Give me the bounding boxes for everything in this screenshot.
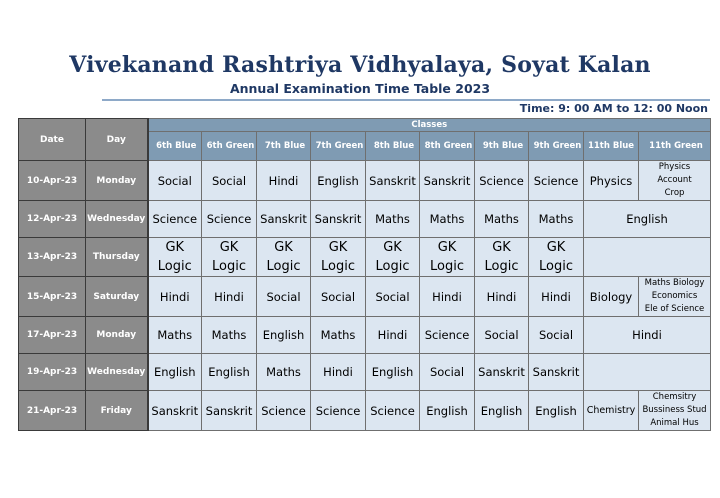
subject-cell: English	[420, 391, 475, 431]
subject-cell: Hindi	[311, 354, 366, 391]
subject-cell	[529, 238, 584, 277]
date-column-header: Date	[19, 119, 86, 161]
subject-cell	[311, 238, 366, 277]
subject-cell: Science	[366, 391, 420, 431]
subject-cell: Sanskrit	[366, 161, 420, 201]
exam-day: Monday	[86, 161, 148, 201]
class-11-green-subjects	[639, 391, 711, 431]
subject-cell: Sanskrit	[311, 201, 366, 238]
subject-cell	[148, 238, 202, 277]
title-divider	[102, 99, 710, 101]
table-row	[19, 277, 711, 317]
subject-cell: Social	[420, 354, 475, 391]
day-column-header: Day	[86, 119, 148, 161]
subject-cell: Maths	[311, 317, 366, 354]
subject-line: Logic	[321, 259, 355, 274]
subject-cell: Sanskrit	[420, 161, 475, 201]
subject-cell: Hindi	[366, 317, 420, 354]
school-title: Vivekanand Rashtriya Vidhyalaya, Soyat Kalan	[69, 52, 651, 78]
subject-line: GK	[437, 240, 457, 255]
exam-time: Time: 9: 00 AM to 12: 00 Noon	[519, 102, 708, 115]
exam-date: 10-Apr-23	[19, 161, 86, 201]
subject-line: Logic	[484, 259, 519, 274]
subject-cell: Maths	[148, 317, 202, 354]
class-header: 9th Blue	[475, 132, 529, 161]
subject-cell: Maths	[529, 201, 584, 238]
subject-cell: Science	[202, 201, 257, 238]
subject-line: GK	[546, 240, 566, 255]
subject-cell: Hindi	[529, 277, 584, 317]
subject-cell: Maths	[475, 201, 529, 238]
subject-cell: Hindi	[475, 277, 529, 317]
subject-line: GK	[165, 240, 185, 255]
subject-cell: English	[475, 391, 529, 431]
subject-cell: Science	[257, 391, 311, 431]
class-11-subject	[584, 354, 711, 391]
table-row	[19, 391, 711, 431]
class-header: 8th Blue	[366, 132, 420, 161]
table-row	[19, 161, 711, 201]
subject-cell	[475, 238, 529, 277]
subject-cell: Science	[475, 161, 529, 201]
subject-cell: Social	[202, 161, 257, 201]
subject-line: Maths Biology	[644, 278, 705, 288]
subject-cell: Sanskrit	[202, 391, 257, 431]
subject-cell	[202, 238, 257, 277]
exam-date: 13-Apr-23	[19, 238, 86, 277]
subject-cell: Maths	[366, 201, 420, 238]
subject-line: Logic	[375, 259, 410, 274]
class-11-subject	[584, 238, 711, 277]
subject-cell: English	[148, 354, 202, 391]
subject-line: Logic	[266, 259, 301, 274]
classes-header: Classes	[148, 119, 711, 132]
subject-cell: Science	[148, 201, 202, 238]
subject-line: Logic	[430, 259, 464, 274]
subject-cell: Social	[148, 161, 202, 201]
class-11-subject: English	[584, 201, 711, 238]
subject-cell: Hindi	[420, 277, 475, 317]
subject-line: Account	[657, 175, 692, 185]
exam-day: Monday	[86, 317, 148, 354]
class-header: 6th Green	[202, 132, 257, 161]
class-11-green-subjects	[639, 277, 711, 317]
subject-line: Crop	[664, 188, 685, 198]
class-header: 11th Blue	[584, 132, 639, 161]
subject-line: Chemsitry	[652, 392, 697, 402]
subject-cell: English	[529, 391, 584, 431]
subject-cell: Social	[311, 277, 366, 317]
class-11-blue-subject: Biology	[584, 277, 639, 317]
subject-line: GK	[492, 240, 511, 255]
subject-cell: Science	[529, 161, 584, 201]
subject-cell	[420, 238, 475, 277]
subject-cell: Hindi	[148, 277, 202, 317]
subject-cell: Social	[257, 277, 311, 317]
subject-cell: Science	[420, 317, 475, 354]
class-header: 7th Blue	[257, 132, 311, 161]
subject-line: Ele of Science	[644, 304, 705, 314]
class-11-blue-subject: Physics	[584, 161, 639, 201]
subject-cell: English	[366, 354, 420, 391]
exam-day: Thursday	[86, 238, 148, 277]
subject-cell: Maths	[257, 354, 311, 391]
subject-cell: Maths	[420, 201, 475, 238]
subject-cell: Sanskrit	[148, 391, 202, 431]
subject-line: GK	[219, 240, 239, 255]
subject-cell: English	[202, 354, 257, 391]
subject-cell: Sanskrit	[529, 354, 584, 391]
subject-cell	[366, 238, 420, 277]
subject-line: Physics	[658, 162, 691, 172]
subject-cell: English	[311, 161, 366, 201]
table-row	[19, 201, 711, 238]
subject-cell: Social	[366, 277, 420, 317]
class-11-blue-subject: Chemistry	[584, 391, 639, 431]
timetable	[18, 118, 711, 431]
table-row	[19, 354, 711, 391]
exam-date: 15-Apr-23	[19, 277, 86, 317]
class-header: 7th Green	[311, 132, 366, 161]
subject-line: GK	[383, 240, 402, 255]
subject-cell: Hindi	[202, 277, 257, 317]
subject-line: Logic	[212, 259, 246, 274]
subject-line: Logic	[157, 259, 192, 274]
class-header: 6th Blue	[148, 132, 202, 161]
subject-cell: Hindi	[257, 161, 311, 201]
exam-day: Wednesday	[86, 201, 148, 238]
exam-day: Wednesday	[86, 354, 148, 391]
subject-line: Animal Hus	[650, 418, 699, 428]
class-header: 8th Green	[420, 132, 475, 161]
subject-line: Bussiness Stud	[642, 405, 707, 415]
class-11-green-subjects	[639, 161, 711, 201]
subject-cell: Sanskrit	[475, 354, 529, 391]
class-header: 11th Green	[639, 132, 711, 161]
subject-line: Economics	[651, 291, 698, 301]
subject-line: GK	[274, 240, 293, 255]
exam-date: 21-Apr-23	[19, 391, 86, 431]
exam-date: 12-Apr-23	[19, 201, 86, 238]
exam-subtitle: Annual Examination Time Table 2023	[229, 81, 491, 96]
table-row	[19, 238, 711, 277]
class-11-subject: Hindi	[584, 317, 711, 354]
subject-cell: English	[257, 317, 311, 354]
subject-cell: Social	[529, 317, 584, 354]
exam-day: Friday	[86, 391, 148, 431]
table-row	[19, 317, 711, 354]
subject-cell: Sanskrit	[257, 201, 311, 238]
subject-cell	[257, 238, 311, 277]
subject-line: Logic	[539, 259, 573, 274]
subject-cell: Maths	[202, 317, 257, 354]
exam-date: 17-Apr-23	[19, 317, 86, 354]
subject-cell: Science	[311, 391, 366, 431]
subject-cell: Social	[475, 317, 529, 354]
exam-day: Saturday	[86, 277, 148, 317]
class-header: 9th Green	[529, 132, 584, 161]
exam-date: 19-Apr-23	[19, 354, 86, 391]
subject-line: GK	[328, 240, 348, 255]
